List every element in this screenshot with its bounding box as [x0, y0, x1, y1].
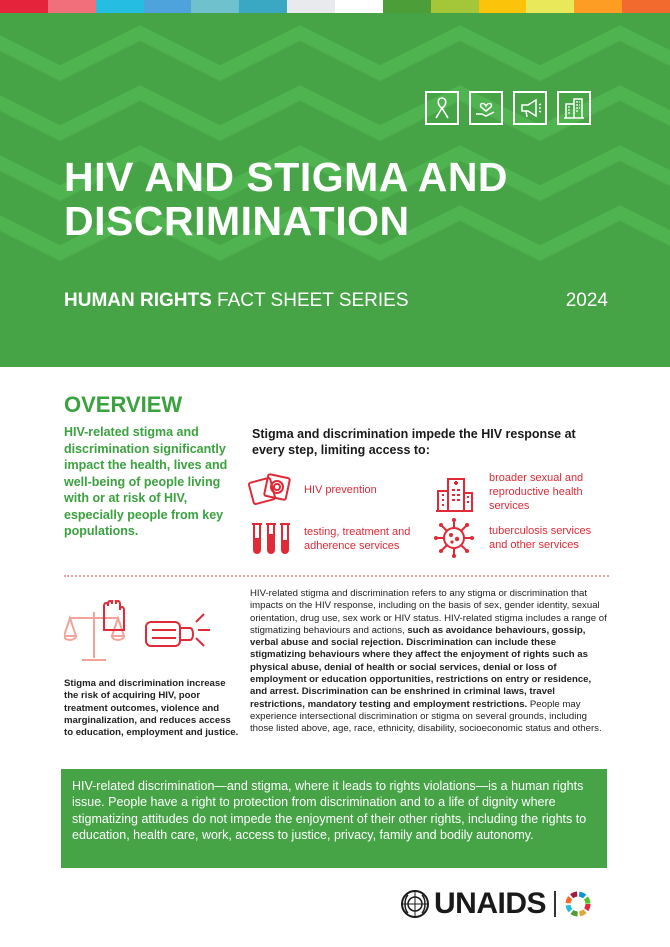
- access-item-srh-label: [489, 471, 599, 513]
- stripe-segment: [0, 0, 48, 13]
- year-label: 2024: [565, 290, 608, 311]
- buildings-icon: [557, 91, 591, 125]
- ribbon-icon: [425, 91, 459, 125]
- sdg-wheel-icon: [564, 890, 592, 918]
- un-emblem-icon: [400, 889, 430, 919]
- access-item-hiv-prevention: [248, 470, 377, 510]
- test-tubes-icon: [248, 522, 294, 556]
- dotted-divider: [64, 575, 609, 577]
- stripe-segment: [96, 0, 144, 13]
- hospital-icon: [434, 473, 474, 513]
- overview-lead: HIV-related stigma and discrimination significantly impact the health, lives and well-being of people living with or at risk of HIV, especially people from key populations.: [64, 425, 228, 538]
- series-rest: FACT SHEET SERIES: [211, 290, 409, 311]
- header-banner: [0, 13, 670, 367]
- unaids-logo[interactable]: [400, 887, 592, 921]
- stripe-segment: [383, 0, 431, 13]
- stripe-segment: [335, 0, 383, 13]
- stripe-segment: [191, 0, 239, 13]
- access-label: testing, treatment and adherence services: [304, 526, 411, 552]
- stripe-segment: [479, 0, 527, 13]
- stripe-segment: [574, 0, 622, 13]
- stripe-segment: [144, 0, 192, 13]
- scales-hand-illustration: [64, 600, 214, 670]
- access-item-tb: [434, 518, 599, 558]
- side-caption: Stigma and discrimination increase the risk of acquiring HIV, poor treatment outcomes, violence and marginalization, and reduces access to education, employment and justice.: [64, 678, 239, 739]
- access-label: HIV prevention: [304, 484, 377, 496]
- access-item-srh: [434, 473, 474, 513]
- header-icon-row: [425, 91, 591, 125]
- condoms-icon: [248, 470, 294, 510]
- top-color-stripe: [0, 0, 670, 13]
- callout-box: HIV-related discrimination—and stigma, where it leads to rights violations—is a human rights issue. People have a right to protection from discrimination and to a life of dignity where stigmatizing attitudes do not impede the enjoyment of their other rights, including the rights to education, health care, work, access to justice, privacy, family and bodily autonomy.: [61, 769, 607, 868]
- body-p1-end: People may experience intersectional discrimination or stigma on several grounds, including those listed above, age, race, ethnicity, disability, socioeconomic status and others.: [250, 698, 602, 735]
- stripe-segment: [48, 0, 96, 13]
- body-paragraph: [250, 588, 610, 736]
- overview-heading: OVERVIEW: [64, 392, 183, 417]
- stripe-segment: [287, 0, 335, 13]
- logo-wordmark: UNAIDS: [434, 887, 547, 920]
- page-title: HIV AND STIGMA AND DISCRIMINATION: [64, 154, 509, 244]
- series-label: [64, 290, 409, 312]
- stripe-segment: [526, 0, 574, 13]
- impede-heading: Stigma and discrimination impede the HIV response at every step, limiting access to:: [252, 427, 576, 457]
- access-label: tuberculosis services and other services: [489, 525, 592, 551]
- body-p1: HIV-related stigma and discrimination refers to any stigma or discrimination that impacts on the HIV response, including on the basis of sex, gender identity, sexual orientation, drug use, sex work or HIV status. HIV-related stigma includes a range of stigmatizing behaviours and actions,: [250, 588, 607, 636]
- access-item-testing: [248, 522, 424, 556]
- bacteria-icon: [434, 518, 474, 558]
- stripe-segment: [622, 0, 670, 13]
- access-label: broader sexual and reproductive health services: [489, 472, 584, 512]
- hand-heart-icon: [469, 91, 503, 125]
- stripe-segment: [239, 0, 287, 13]
- megaphone-icon: [513, 91, 547, 125]
- body-p1-bold: such as avoidance behaviours, gossip, verbal abuse and social rejection. Discrimination can include these stigmatizing behaviours where they affect the enjoyment of rights such as physical abuse, denial of health or social services, denial or loss of employment or education opportunities, restrictions on entry or residence, and arrest. Discrimination can be enshrined in criminal laws, travel restrictions, mandatory testing and employment restrictions.: [250, 624, 592, 710]
- series-bold: HUMAN RIGHTS: [64, 290, 212, 311]
- stripe-segment: [431, 0, 479, 13]
- logo-divider: [554, 891, 556, 917]
